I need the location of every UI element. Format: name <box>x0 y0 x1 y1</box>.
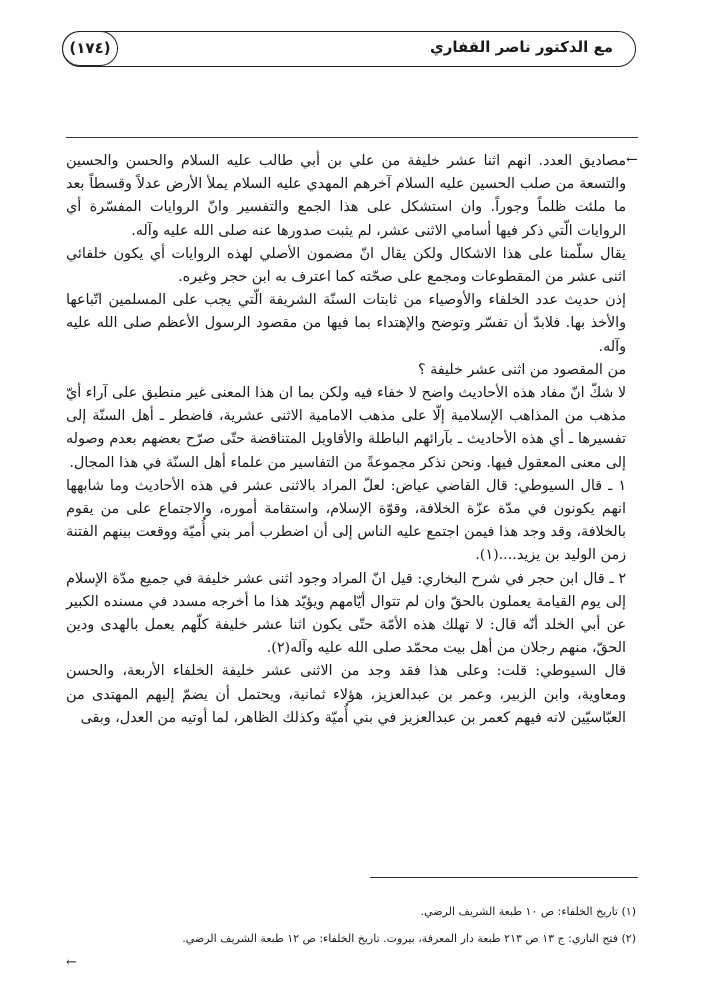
paragraph: مصاديق العدد. انهم اثنا عشر خليفة من علي بن أبي طالب عليه السلام والحسن والحسين والتسعة من صلب الحسين عليه السلام آخرهم المهدي عليه السلام يملأ الأرض عدلاً وقسطاً بعد ما ملئت ظلماً وجوراً. وان استشكل على هذا الجمع والتفسير وانّ الروايات المفسّرة أي الروايات الّتي ذكر فيها أسامي الاثنى عشر، لم يثبت صدورها عنه صلى الله عليه وآله. <box>66 153 626 239</box>
footnote-2: (٢) فتح الباري: ج ١٣ ص ٢١٣ طبعة دار المعرفة، بيروت. تاريخ الخلفاء: ص ١٢ طبعة الشريف الرضي. <box>182 932 636 945</box>
footnote-1: (١) تاريخ الخلفاء: ص ١٠ طبعة الشريف الرضي. <box>420 905 636 918</box>
footnotes <box>70 898 636 952</box>
header-divider <box>66 137 638 138</box>
paragraph: لا شكّ انّ مفاد هذه الأحاديث واضح لا خفاء فيه ولكن بما ان هذا المعنى غير منطبق على آراء أيّ مذهب من المذاهب الإسلامية إلّا على مذهب الامامية الاثنى عشرية، فاضطر ـ أهل السنّة إلى تفسيرها ـ أي هذه الأحاديث ـ بآرائهم الباطلة والأقاويل المتناقضة حتّى صرّح بعضهم بعدم وصوله إلى معنى المعقول فيها. ونحن نذكر مجموعةً من التفاسير من علماء أهل السنّة في هذا المجال. <box>66 385 626 471</box>
footnote-divider <box>370 877 638 878</box>
paragraph: ١ ـ قال السيوطي: قال القاضي عياض: لعلّ المراد بالاثنى عشر في هذه الأحاديث وما شابهها انهم يكونون في مدّة عزّة الخلافة، وقوّة الإسلام، واستقامة أموره، والاجتماع على من يقوم بالخلافة، وقد وجد هذا فيمن اجتمع عليه الناس إلى أن اضطرب أمر بني أُميّة ووقعت بينهم الفتنة زمن الوليد بن يزيد....(١). <box>66 477 626 564</box>
main-text <box>66 150 626 730</box>
section-question: من المقصود من اثنى عشر خليفة ؟ <box>417 361 626 378</box>
paragraph: قال السيوطي: قلت: وعلى هذا فقد وجد من الاثنى عشر خليفة الخلفاء الأربعة، والحسن ومعاوية، وابن الزبير، وعمر بن عبدالعزيز، هؤلاء ثمانية، ويحتمل أن يضمّ إليهم المهتدى من العبّاسيّين لانه فيهم كعمر بن عبدالعزيز في بني أُميّة وكذلك الظاهر، لما أوتيه من العدل، وبقى <box>66 663 626 726</box>
paragraph: يقال سلّمنا على هذا الاشكال ولكن يقال انّ مضمون الأصلي لهذه الروايات أي يكون خلفائي اثنى عشر من المقطوعات ومجمع على صحّته كما اعترف به ابن حجر وغيره. <box>66 245 626 286</box>
next-page-arrow-icon: ← <box>66 955 77 970</box>
paragraph: ٢ ـ قال ابن حجر في شرح البخاري: قيل انّ المراد وجود اثنى عشر خليفة في جميع مدّة الإسلام إلى يوم القيامة يعملون بالحقّ وان لم تتوال أيّامهم ويؤيّد هذا ما أخرجه مسدد في مسنده الكبير عن أبي الخلد أنّه قال: لا تهلك هذه الأمّة حتّى يكون اثنا عشر خليفة كلّهم يعمل بالهدى ودين الحقّ، منهم رجلان من أهل بيت محمّد صلى الله عليه وآله(٢). <box>66 570 626 657</box>
header-title: مع الدكتور ناصر القفاري <box>430 38 613 56</box>
running-header <box>62 31 636 67</box>
paragraph: إذن حديث عدد الخلفاء والأوصياء من ثابتات السنّة الشريفة الّتي يجب على المسلمين اتّباعها والأخذ بها. فلابدّ أن تفسّر وتوضح والإهتداء بما فيها من مقصود الرسول الأعظم صلى الله عليه وآله. <box>66 292 626 355</box>
continuation-arrow-icon: ← <box>626 152 638 168</box>
page-number: (١٧٤) <box>62 31 118 66</box>
